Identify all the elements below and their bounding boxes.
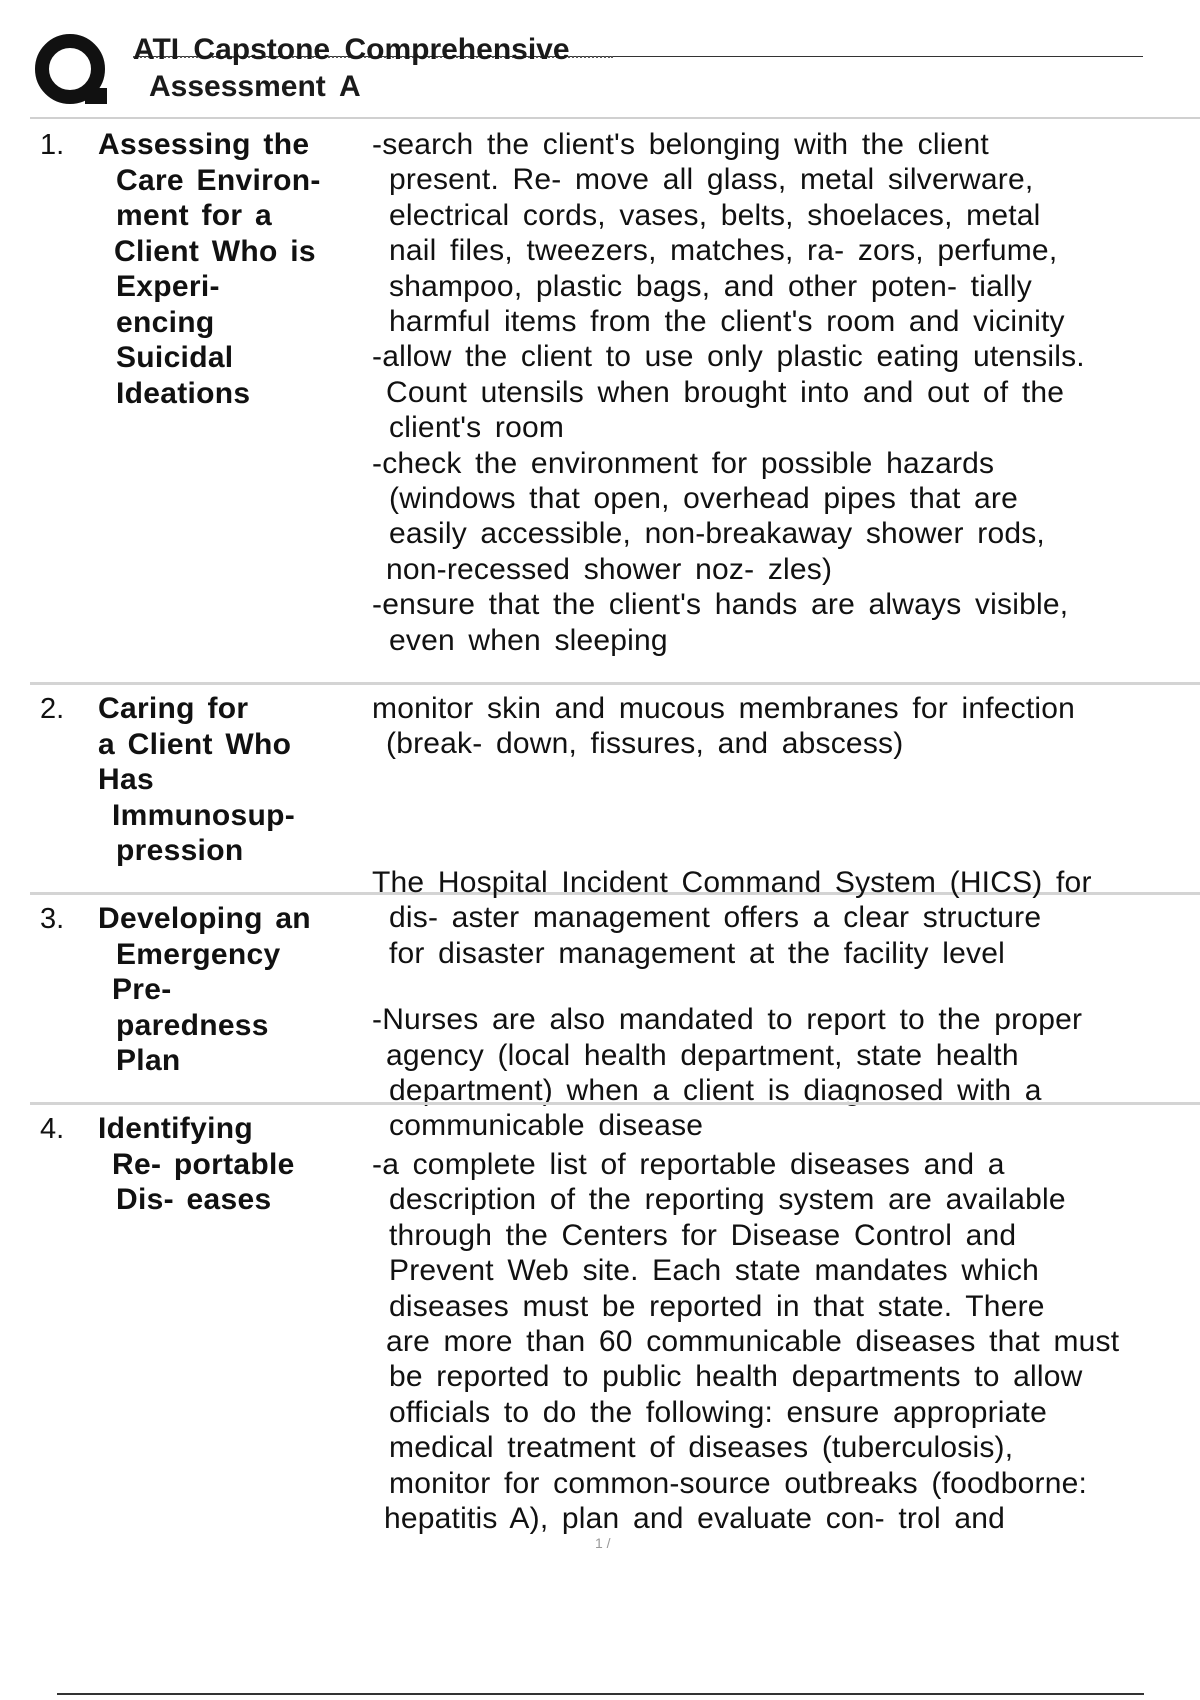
definition-line: officials to do the following: ensure appropriate xyxy=(389,1395,1047,1429)
definition-line: (windows that open, overhead pipes that are xyxy=(389,482,1018,516)
definition-line: non-recessed shower noz- zles) xyxy=(386,552,833,586)
definition-line: Count utensils when brought into and out of the xyxy=(386,375,1065,409)
term-line: Has xyxy=(98,763,154,796)
logo-icon xyxy=(33,32,111,110)
item-number: 1. xyxy=(40,129,65,161)
definition-line: diseases must be reported in that state. There xyxy=(389,1289,1045,1323)
term xyxy=(98,901,358,1079)
definition-line: even when sleeping xyxy=(389,623,668,657)
term-line: Re- portable xyxy=(112,1147,295,1181)
row-divider xyxy=(30,682,1200,685)
definition-spacer xyxy=(372,971,1187,1002)
term-line: Assessing the xyxy=(98,128,310,161)
row-divider xyxy=(30,1102,1200,1105)
item-number: 2. xyxy=(40,693,65,725)
definition-line: present. Re- move all glass, metal silverware, xyxy=(389,163,1034,197)
definition-line: (break- down, fissures, and abscess) xyxy=(386,727,904,761)
term-line: Care Environ- xyxy=(116,163,321,197)
term-line: encing xyxy=(116,305,215,339)
definition-line: agency (local health department, state health xyxy=(386,1038,1019,1072)
term-line: Caring for xyxy=(98,692,249,725)
definition-line: client's room xyxy=(389,411,565,445)
term-line: paredness xyxy=(116,1008,269,1042)
item-number: 4. xyxy=(40,1113,65,1145)
definition xyxy=(372,1147,1187,1536)
definition xyxy=(372,691,1187,762)
definition-line: Prevent Web site. Each state mandates which xyxy=(389,1254,1040,1288)
definition-line: communicable disease xyxy=(389,1109,704,1143)
header-divider xyxy=(30,117,1200,119)
definition-line: -Nurses are also mandated to report to the proper xyxy=(372,1003,1083,1037)
definition-line: medical treatment of diseases (tuberculosis), xyxy=(389,1431,1014,1465)
title-line-2: Assessment A xyxy=(149,70,361,103)
definition-line: shampoo, plastic bags, and other poten- tially xyxy=(389,269,1032,303)
definition-line: -allow the client to use only plastic eating utensils. xyxy=(372,340,1085,374)
term-line: Identifying xyxy=(98,1112,253,1145)
definition-line: description of the reporting system are available xyxy=(389,1183,1066,1217)
item-number: 3. xyxy=(40,903,65,935)
definition xyxy=(372,127,1187,658)
definition-line: The Hospital Incident Command System (HICS) for xyxy=(372,866,1092,899)
definition-line: easily accessible, non-breakaway shower rods, xyxy=(389,517,1045,551)
term-line: Pre- xyxy=(112,973,172,1006)
definition-line: department) when a client is diagnosed with a xyxy=(389,1074,1042,1108)
term-line: Ideations xyxy=(116,376,251,410)
term-line: Immunosup- xyxy=(112,798,295,832)
term-line: pression xyxy=(116,834,244,867)
definition-line: -a complete list of reportable diseases and a xyxy=(372,1148,1005,1181)
definition-line: through the Centers for Disease Control and xyxy=(389,1218,1017,1252)
definition-line: monitor skin and mucous membranes for infection xyxy=(372,692,1076,725)
term-line: ment for a xyxy=(116,199,273,232)
definition-line: -check the environment for possible hazards xyxy=(372,446,995,480)
definition-line: hepatitis A), plan and evaluate con- trol and xyxy=(384,1502,1006,1536)
term-line: Plan xyxy=(116,1044,181,1077)
term-line: a Client Who xyxy=(98,727,292,761)
term-line: Experi- xyxy=(116,270,220,303)
term-line: Suicidal xyxy=(116,341,234,374)
footer-rule xyxy=(57,1693,1144,1695)
definition-line: be reported to public health departments to allow xyxy=(389,1360,1083,1394)
term-line: Emergency xyxy=(116,937,281,971)
term-line: Dis- eases xyxy=(116,1183,272,1216)
definition-line: harmful items from the client's room and vicinity xyxy=(389,305,1065,339)
term-line: Client Who is xyxy=(114,234,316,268)
page-number: 1 / xyxy=(595,1535,611,1551)
term xyxy=(98,691,358,869)
title-line-1: ATI Capstone Comprehensive xyxy=(133,33,570,66)
definition-line: are more than 60 communicable diseases that must xyxy=(386,1325,1120,1359)
definition-line: -ensure that the client's hands are always visible, xyxy=(372,588,1069,622)
definition-line: nail files, tweezers, matches, ra- zors, perfume, xyxy=(389,234,1058,268)
definition-line: dis- aster management offers a clear structure xyxy=(389,901,1042,935)
definition-line: for disaster management at the facility level xyxy=(389,936,1005,970)
term xyxy=(98,1111,358,1218)
definition-line: -search the client's belonging with the client xyxy=(372,128,989,161)
term xyxy=(98,127,358,411)
term-line: Developing an xyxy=(98,902,311,935)
definition-line: electrical cords, vases, belts, shoelaces, metal xyxy=(389,198,1041,232)
definition-line: monitor for common-source outbreaks (foodborne: xyxy=(389,1466,1088,1500)
